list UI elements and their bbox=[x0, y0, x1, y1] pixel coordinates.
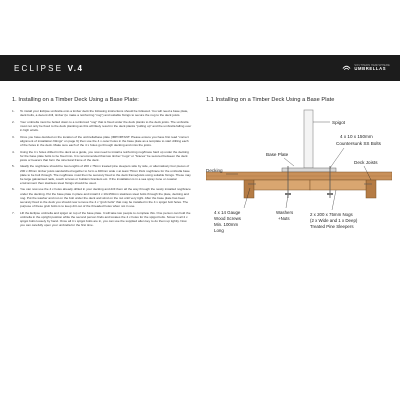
brand-name: UMBRELLAS bbox=[354, 66, 387, 72]
list-item: 2. Your umbrella must be bolted down to a reinforced "nog" that is fixed under the deck planks to the deck joists. The umbrella must not only be fixed to the deck planking as this will likely result in the deck planks "pulling up" and the umbrella falling over in high winds. bbox=[12, 119, 192, 132]
brand-tagline: SOUTHERN HEMISPHERE bbox=[354, 63, 390, 67]
label-decking: Decking bbox=[206, 168, 223, 173]
section-title-diagram: 1.1 Installing on a Timber Deck Using a Base Plate bbox=[206, 97, 335, 103]
label-nogs-2: (2 x Wide and 1 x Deep) bbox=[310, 218, 358, 223]
nog-right bbox=[310, 180, 366, 190]
label-washers-2: +Nuts bbox=[278, 216, 290, 221]
label-screws-1: 4 x 14 Gauge bbox=[214, 210, 241, 215]
spigot-pole bbox=[304, 110, 313, 168]
section-title-instructions: 1. Installing on a Timber Deck Using a Base Plate: bbox=[12, 97, 139, 103]
model-prefix: ECLIPSE bbox=[14, 63, 64, 73]
label-bolts-2: Countersunk SS Bolts bbox=[336, 141, 381, 146]
label-washers-1: Washers bbox=[276, 210, 294, 215]
list-item: 7. Lift the Eclipse umbrella and spigot on top of the base plate. It will take two people to complete this. One person can hold the umbrella in the upright position while the second person finds and locates the 4 x holes for the spigot bolts. Screw in all 4 x spigot bolts loosely by hand. Once all 4 x spigot bolts are in, you can use the supplied allen key to do them up tightly. Now you can carefully open your umbrella for the first time. bbox=[12, 210, 191, 227]
deck-joist-right bbox=[366, 180, 376, 198]
installation-diagram bbox=[206, 108, 392, 278]
model-title bbox=[14, 64, 83, 73]
list-item: 3. Once you have decided on the location of the umbrella/base plate (IMPORTANT: Please ensure you have first read "correct alignment of installation fittings" on page 9) then use the 4 x outer holes in the base plate as a template to start drilling each of the holes in the deck. Make sure each of the 4 x holes go through decking and miss the joists. bbox=[12, 134, 189, 147]
label-nogs-3: Treated Pine Sleepers bbox=[310, 224, 354, 229]
label-bolts-1: 4 x 10 x 150mm bbox=[340, 134, 373, 139]
label-base-plate: Base Plate bbox=[266, 152, 289, 157]
brand-mark-icon bbox=[342, 64, 351, 73]
list-item: 4. Using the 4 x holes drilled in the deck as a guide, you now need to install a reinforcing nog/brace hard up under the decking for the base plate bolts to be fixed into. It is recommended that two timber "nogs" or "braces" be secured between the deck joists or bearers that form the structural frame of the deck. bbox=[12, 149, 189, 162]
base-plate bbox=[282, 168, 336, 172]
list-item: 1. To install your Eclipse umbrella onto a timber deck the following instructions should be followed. You will need a base plate, deck bolts, a decent drill, timber (to make a reinforcing "nog") and suitable fixings to secure the nog to the deck joists. bbox=[12, 109, 189, 118]
brand-logo bbox=[342, 64, 390, 73]
nog-left bbox=[254, 180, 310, 190]
deck-joist-left bbox=[244, 180, 254, 198]
label-screws-3: Min. 100mm bbox=[214, 222, 239, 227]
label-deck-joists: Deck Joists bbox=[354, 160, 378, 165]
list-item: 6. You can now use the 4 x holes already drilled in your decking and drill them all the way through the newly installed nog/brace under the decking. Put the base plate in place and install 4 x 10x150mm stainless steel bolts through the plate, decking and nog. Put the washer and nut on the bolt under the deck and wind on the nut until very tight. After the base plate has been securely fixed to the deck you should now remove the 4 x "grub bolts" that may be installed in the 4 x spigot bolt holes. The purpose of these grub bolts is to keep dirt out of the threaded holes when not in use. bbox=[12, 187, 191, 208]
instruction-steps bbox=[12, 109, 192, 227]
list-item: 5. Ideally the nog/brace should be two lengths of 200 x 75mm treated pine sleepers side by side, or alternatively four pieces of 200 x 38mm timber joists sandwiched together to form a 400mm wide x at least 75mm thick nog/brace for the umbrella base plate to be bolt through. The nog/brace must then be securely fixed to the deck frame/joists using suitable fixings. These may be large galvanised nails, coach screws or builders brackets etc. If the installation is in a sea spray zone or coastal environment then stainless steel fixings should be used. bbox=[12, 164, 191, 185]
label-nogs-1: 2 x 200 x 75mm Nogs bbox=[310, 212, 353, 217]
instructions-column bbox=[12, 97, 192, 230]
label-screws-4: Long bbox=[214, 228, 224, 233]
label-spigot: Spigot bbox=[332, 120, 346, 125]
label-screws-2: Wood Screws bbox=[214, 216, 242, 221]
nuts bbox=[285, 193, 333, 195]
header-bar bbox=[0, 55, 400, 81]
model-version: V.4 bbox=[67, 63, 84, 73]
